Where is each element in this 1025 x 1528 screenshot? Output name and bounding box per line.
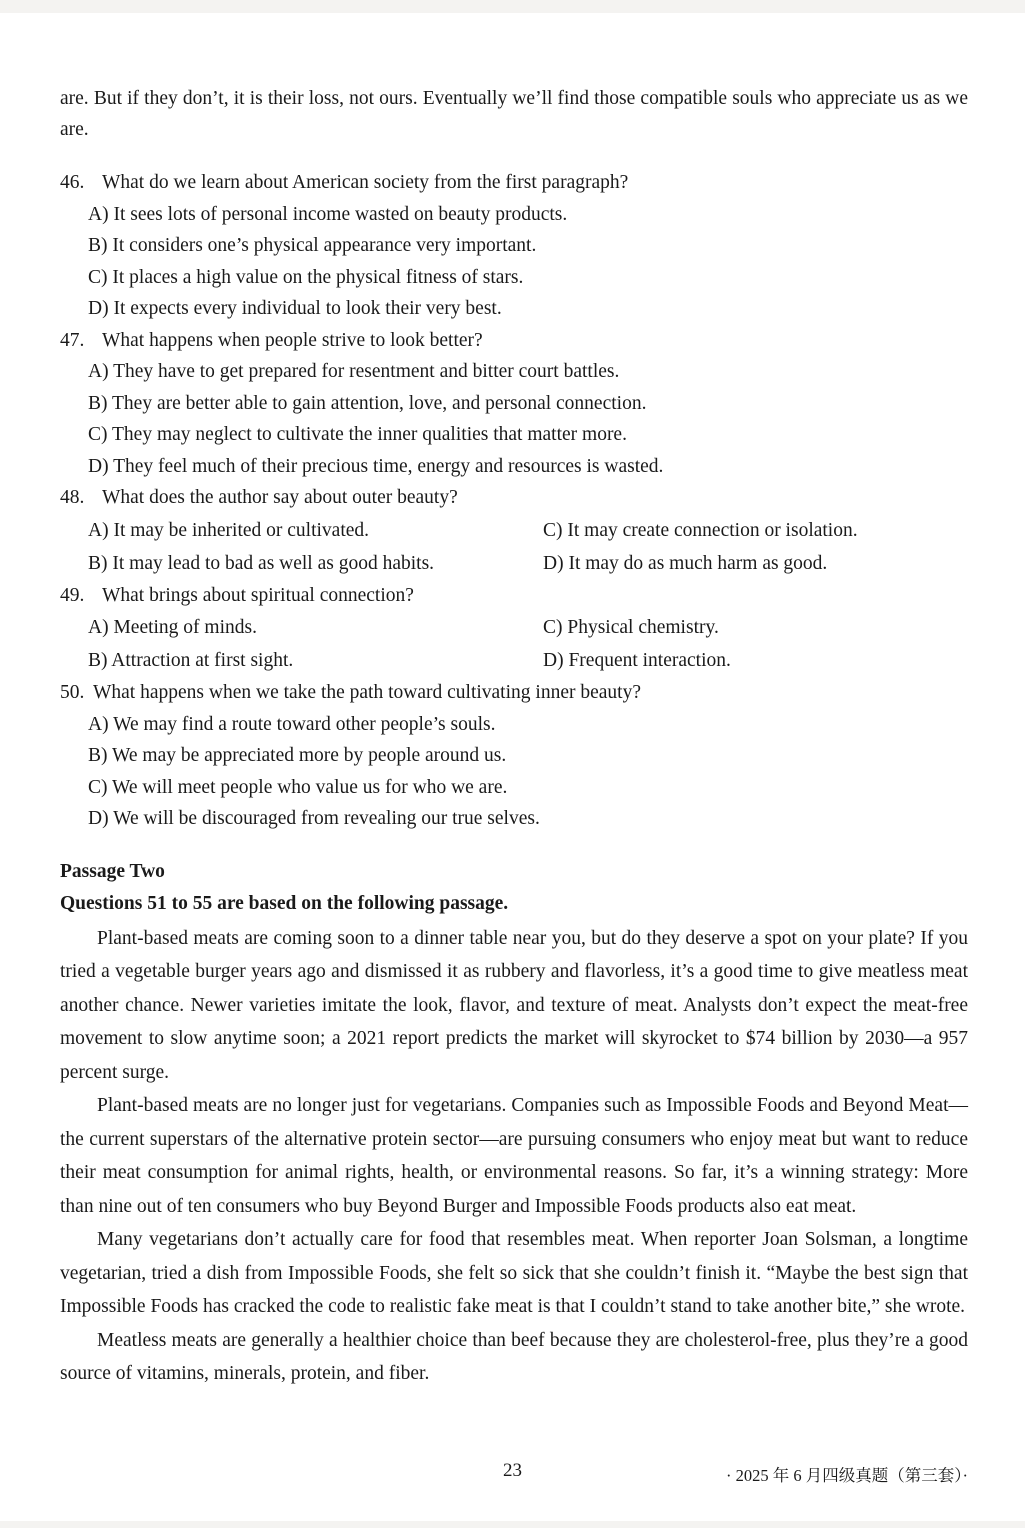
option-a: A) It may be inherited or cultivated. xyxy=(88,519,370,541)
question-47 xyxy=(60,325,968,483)
question-number: 50. xyxy=(60,682,85,703)
question-line xyxy=(60,482,968,514)
option-c: C) We will meet people who value us for who we are. xyxy=(88,776,508,798)
option-c: C) It places a high value on the physical fitness of stars. xyxy=(88,266,524,288)
question-48 xyxy=(60,482,968,580)
question-line xyxy=(60,677,968,709)
passage-paragraph-1: Plant-based meats are coming soon to a dinner table near you, but do they deserve a spot on your plate? If you tried a vegetable burger years ago and dismissed it as rubbery and flavorless, it’s a good time to give meatless meat another chance. Newer varieties imitate the look, flavor, and texture of meat. Analysts don’t expect the meat-free movement to slow anytime soon; a 2021 report predicts the market will skyrocket to $74 billion by 2030—a 957 percent surge. xyxy=(60,927,968,1083)
option-c: C) Physical chemistry. xyxy=(543,617,719,638)
passage-two-header xyxy=(60,856,968,920)
question-number: 49. xyxy=(60,584,85,606)
questions-51-55-heading: Questions 51 to 55 are based on the following passage. xyxy=(60,892,509,914)
question-49 xyxy=(60,580,968,678)
bottom-strip xyxy=(0,1521,1025,1528)
passage-two-heading: Passage Two xyxy=(60,860,165,882)
continuation-paragraph: are. But if they don’t, it is their loss, not ours. Eventually we’ll find those compatible souls who appreciate us as we are. xyxy=(60,88,968,140)
option-row xyxy=(60,547,968,580)
option-a: A) We may find a route toward other people’s souls. xyxy=(88,713,496,735)
option-row xyxy=(60,611,968,644)
option-b: B) It may lead to bad as well as good habits. xyxy=(88,552,435,574)
question-line xyxy=(60,580,968,612)
option-b: B) They are better able to gain attention, love, and personal connection. xyxy=(88,392,647,414)
top-strip xyxy=(0,0,1025,13)
question-line xyxy=(60,325,968,357)
question-text: What happens when people strive to look better? xyxy=(102,329,483,351)
question-number: 47. xyxy=(60,329,85,351)
question-text: What happens when we take the path toward cultivating inner beauty? xyxy=(93,682,641,703)
option-d: D) Frequent interaction. xyxy=(543,650,731,671)
option-d: D) They feel much of their precious time, energy and resources is wasted. xyxy=(88,455,664,477)
passage-paragraph-2: Plant-based meats are no longer just for vegetarians. Companies such as Impossible Foods and Beyond Meat—the current superstars of the alternative protein sector—are pursuing consumers who enjoy meat but want to reduce their meat consumption for animal rights, health, or environmental reasons. So far, it’s a winning strategy: More than nine out of ten consumers who buy Beyond Burger and Impossible Foods products also eat meat. xyxy=(60,1095,968,1217)
questions-section xyxy=(60,167,968,835)
option-a: A) They have to get prepared for resentment and bitter court battles. xyxy=(88,361,620,382)
option-a: A) Meeting of minds. xyxy=(88,617,257,638)
question-number: 48. xyxy=(60,487,85,508)
passage-paragraph-4: Meatless meats are generally a healthier choice than beef because they are cholesterol-free, plus they’re a good source of vitamins, minerals, protein, and fiber. xyxy=(60,1329,968,1384)
question-line xyxy=(60,167,968,199)
exam-page-content xyxy=(0,13,1025,1391)
passage-paragraph-3: Many vegetarians don’t actually care for food that resembles meat. When reporter Joan Solsman, a longtime vegetarian, tried a dish from Impossible Foods, she felt so sick that she couldn’t finish it. “Maybe the best sign that Impossible Foods has cracked the code to realistic fake meat is that I couldn’t stand to take another bite,” she wrote. xyxy=(60,1229,968,1317)
question-text: What brings about spiritual connection? xyxy=(102,584,414,606)
page-number: 23 xyxy=(503,1460,522,1481)
edition-label: · 2025 年 6 月四级真题（第三套）· xyxy=(726,1466,968,1485)
option-c: C) They may neglect to cultivate the inner qualities that matter more. xyxy=(88,424,627,445)
question-text: What do we learn about American society from the first paragraph? xyxy=(102,172,629,193)
option-b: B) Attraction at first sight. xyxy=(88,650,294,671)
option-d: D) We will be discouraged from revealing our true selves. xyxy=(88,808,540,829)
option-a: A) It sees lots of personal income wasted on beauty products. xyxy=(88,203,568,225)
question-46 xyxy=(60,167,968,325)
passage-two-body xyxy=(60,922,968,1391)
page-footer xyxy=(0,1460,1025,1484)
option-b: B) We may be appreciated more by people around us. xyxy=(88,745,507,766)
option-c: C) It may create connection or isolation. xyxy=(543,519,858,541)
question-text: What does the author say about outer beauty? xyxy=(102,487,458,508)
option-row xyxy=(60,644,968,677)
option-b: B) It considers one’s physical appearance very important. xyxy=(88,235,537,256)
option-d: D) It expects every individual to look their very best. xyxy=(88,298,502,319)
question-50 xyxy=(60,677,968,835)
option-d: D) It may do as much harm as good. xyxy=(543,552,828,574)
question-number: 46. xyxy=(60,172,85,193)
option-row xyxy=(60,514,968,547)
